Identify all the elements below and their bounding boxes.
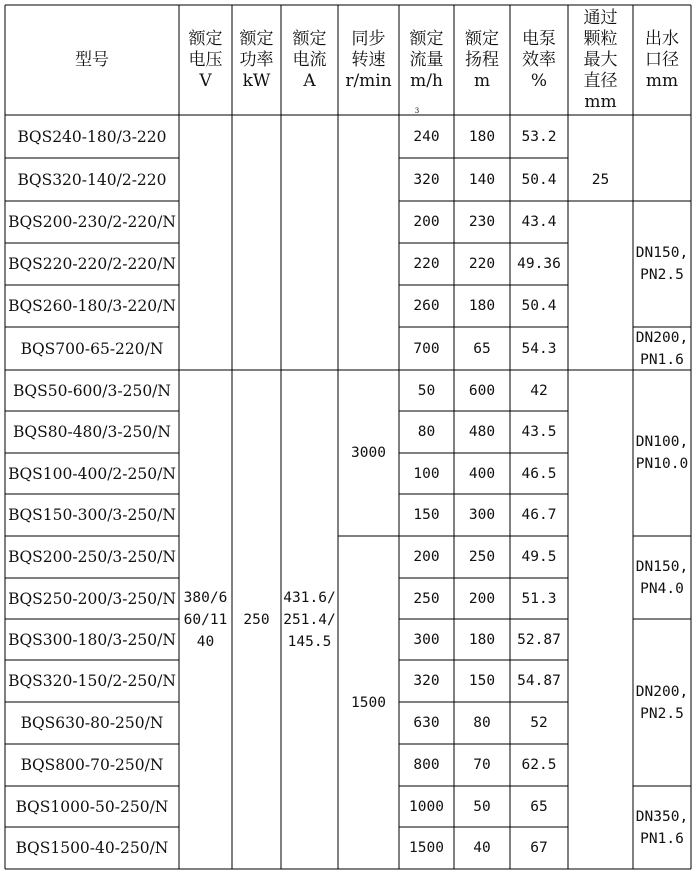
cell-outlet: DN100, PN10.0: [635, 434, 689, 472]
cell-head: 400: [468, 465, 496, 482]
flow-unit-superscript: 3: [414, 107, 420, 115]
cell-flow: 50: [417, 382, 436, 399]
cell-head: 70: [473, 757, 491, 773]
header-particle: 通过 颗粒 最大 直径 mm: [583, 7, 618, 112]
cell-voltage-merged: 380/6 60/11 40: [183, 589, 228, 650]
cell-efficiency: 52.87: [517, 631, 561, 648]
cell-outlet: DN200, PN2.5: [635, 683, 689, 722]
cell-head: 180: [468, 298, 496, 314]
cell-flow: 260: [413, 298, 440, 314]
cell-efficiency: 65: [530, 798, 548, 815]
cell-head: 180: [468, 631, 496, 648]
header-voltage: 额定 电压 V: [188, 28, 223, 91]
cell-efficiency: 46.5: [521, 465, 557, 482]
header-flow: 额定 流量 m/h: [409, 28, 444, 91]
cell-model: BQS630-80-250/N: [20, 714, 164, 732]
cell-model: BQS200-230/2-220/N: [8, 213, 176, 231]
cell-model: BQS700-65-220/N: [20, 339, 164, 358]
header-speed: 同步 转速 r/min: [345, 28, 392, 91]
cell-head: 180: [468, 128, 496, 145]
cell-model: BQS80-480/3-250/N: [13, 423, 171, 441]
cell-head: 65: [473, 340, 491, 357]
cell-model: BQS240-180/3-220: [17, 127, 167, 146]
cell-outlet: DN350, PN1.6: [635, 808, 689, 847]
cell-model: BQS250-200/3-250/N: [8, 589, 176, 608]
cell-flow: 800: [413, 757, 440, 773]
cell-flow: 150: [413, 507, 440, 523]
cell-model: BQS320-140/2-220: [17, 170, 167, 189]
cell-head: 230: [468, 214, 496, 230]
cell-efficiency: 43.5: [521, 424, 557, 440]
cell-model: BQS50-600/3-250/N: [13, 381, 171, 400]
header-current: 额定 电流 A: [292, 28, 327, 91]
cell-efficiency: 54.3: [521, 340, 557, 357]
cell-flow: 100: [413, 465, 440, 482]
cell-outlet: DN200, PN1.6: [635, 329, 689, 368]
cell-efficiency: 53.2: [521, 128, 557, 145]
cell-efficiency: 50.4: [521, 298, 557, 314]
cell-current-merged: 431.6/ 251.4/ 145.5: [283, 589, 336, 650]
cell-outlet: DN150, PN4.0: [635, 558, 689, 597]
header-outlet: 出水 口径 mm: [645, 28, 679, 91]
cell-efficiency: 51.3: [521, 590, 557, 607]
cell-flow: 80: [417, 424, 436, 440]
cell-speed-3000: 3000: [351, 445, 386, 461]
cell-head: 600: [468, 382, 496, 399]
cell-model: BQS300-180/3-250/N: [8, 630, 176, 649]
cell-head: 200: [468, 590, 496, 607]
cell-flow: 240: [413, 128, 440, 145]
cell-head: 250: [468, 549, 496, 565]
cell-efficiency: 67: [530, 840, 548, 856]
header-head: 额定 扬程 m: [465, 28, 499, 91]
cell-flow: 630: [413, 715, 440, 731]
cell-flow: 200: [413, 214, 440, 230]
cell-model: BQS1500-40-250/N: [15, 839, 169, 857]
cell-flow: 300: [413, 631, 440, 648]
cell-model: BQS1000-50-250/N: [15, 797, 169, 816]
cell-model: BQS100-400/2-250/N: [8, 464, 176, 483]
cell-model: BQS320-150/2-250/N: [8, 672, 176, 690]
cell-efficiency: 62.5: [521, 757, 557, 773]
cell-flow: 250: [413, 590, 440, 607]
cell-flow: 1000: [409, 798, 444, 815]
header-efficiency: 电泵 效率 %: [522, 28, 556, 91]
cell-speed-1500: 1500: [351, 694, 386, 711]
cell-flow: 320: [413, 171, 440, 188]
cell-flow: 200: [413, 549, 440, 565]
cell-model: BQS260-180/3-220/N: [8, 297, 176, 315]
cell-head: 150: [468, 673, 496, 689]
cell-head: 480: [468, 424, 496, 440]
header-power: 额定 功率 kW: [239, 28, 274, 91]
cell-model: BQS220-220/2-220/N: [8, 255, 176, 273]
cell-particle-25: 25: [591, 171, 610, 188]
cell-model: BQS150-300/3-250/N: [8, 506, 176, 524]
cell-flow: 1500: [409, 840, 444, 856]
cell-efficiency: 52: [530, 715, 548, 731]
cell-efficiency: 54.87: [517, 673, 561, 689]
cell-outlet: DN150, PN2.5: [635, 245, 689, 283]
header-model: 型号: [75, 49, 109, 70]
cell-power-merged: 250: [243, 611, 270, 628]
cell-efficiency: 43.4: [521, 214, 557, 230]
cell-efficiency: 49.36: [517, 256, 561, 272]
cell-efficiency: 42: [530, 382, 548, 399]
cell-head: 80: [473, 715, 491, 731]
cell-efficiency: 49.5: [521, 549, 557, 565]
cell-head: 140: [468, 171, 496, 188]
cell-model: BQS200-250/3-250/N: [8, 548, 176, 566]
cell-efficiency: 50.4: [521, 171, 557, 188]
cell-flow: 320: [413, 673, 440, 689]
cell-flow: 220: [413, 256, 440, 272]
cell-flow: 700: [413, 340, 440, 357]
cell-head: 40: [473, 840, 491, 856]
cell-head: 50: [473, 798, 491, 815]
cell-head: 220: [468, 256, 496, 272]
cell-model: BQS800-70-250/N: [20, 756, 164, 774]
cell-efficiency: 46.7: [521, 507, 557, 523]
cell-head: 300: [468, 507, 496, 523]
